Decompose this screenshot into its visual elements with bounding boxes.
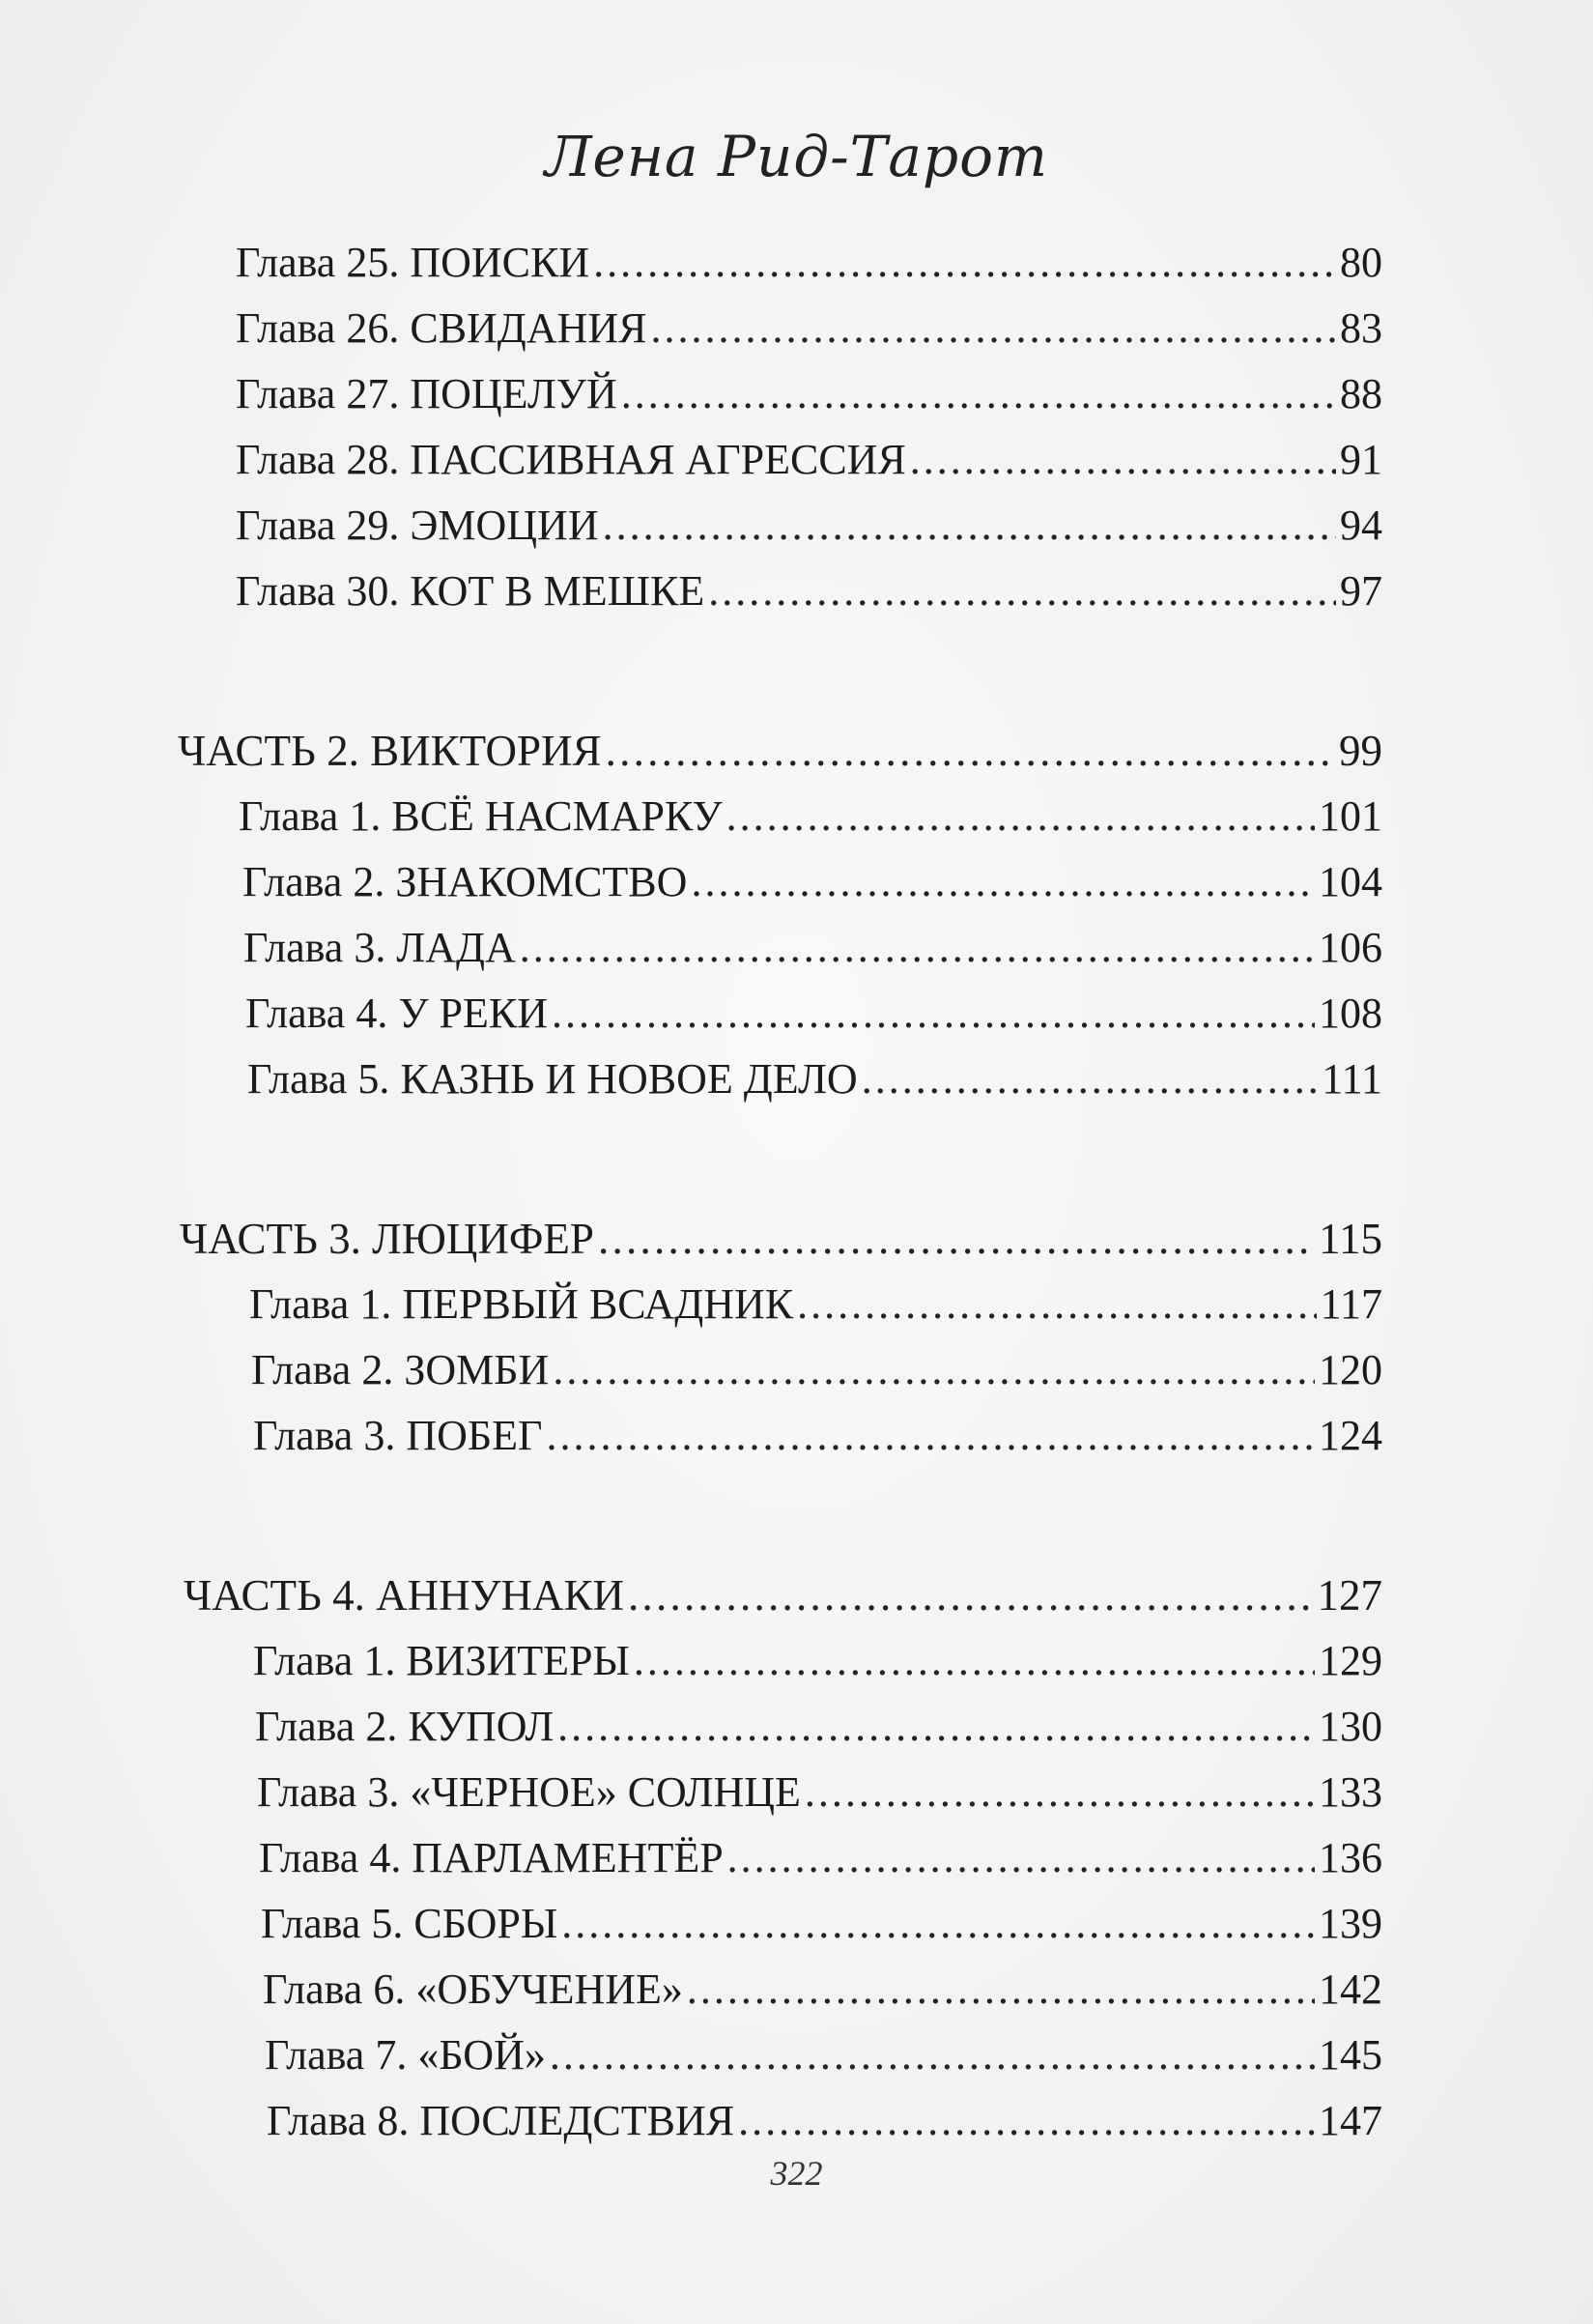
dot-leader [628, 1574, 1314, 1618]
toc-entry-page: 145 [1319, 2031, 1382, 2079]
toc-entry-title: Глава 2. ЗНАКОМСТВО [242, 858, 688, 905]
running-head: Лена Рид-Тарот [545, 124, 1048, 189]
toc-entry-title: Глава 27. ПОЦЕЛУЙ [236, 370, 617, 417]
toc-entry-page: 108 [1319, 990, 1382, 1037]
toc-chapter-entry [243, 924, 1382, 971]
toc-chapter-entry [236, 304, 1382, 352]
toc-entry-page: 111 [1322, 1055, 1382, 1103]
toc-chapter-entry [255, 1703, 1382, 1750]
toc-entry-title: Глава 3. ЛАДА [243, 924, 516, 971]
toc-entry-title: Глава 5. КАЗНЬ И НОВОЕ ДЕЛО [247, 1055, 858, 1103]
toc-entry-page: 106 [1319, 924, 1382, 971]
toc-chapter-entry [236, 567, 1382, 615]
toc-part-entry [184, 1571, 1382, 1620]
dot-leader [634, 1640, 1315, 1682]
toc-entry-page: 94 [1340, 502, 1382, 549]
page-number: 322 [770, 2154, 823, 2193]
dot-leader [598, 1218, 1315, 1261]
toc-entry-title: Глава 1. ПЕРВЫЙ ВСАДНИК [249, 1280, 794, 1328]
toc-entry-page: 147 [1319, 2097, 1382, 2144]
toc-chapter-entry [249, 1280, 1382, 1328]
toc-entry-page: 97 [1340, 567, 1382, 615]
toc-entry-title: Глава 30. КОТ В МЕШКЕ [236, 567, 705, 615]
dot-leader [621, 373, 1336, 416]
dot-leader [862, 1058, 1319, 1101]
dot-leader [910, 439, 1336, 481]
toc-entry-title: Глава 4. ПАРЛАМЕНТЁР [259, 1834, 724, 1881]
toc-chapter-entry [236, 370, 1382, 417]
toc-entry-page: 124 [1319, 1412, 1382, 1459]
toc-entry-page: 120 [1319, 1346, 1382, 1393]
toc-chapter-entry [239, 792, 1382, 840]
toc-entry-title: Глава 28. ПАССИВНАЯ АГРЕССИЯ [236, 436, 906, 483]
toc-chapter-entry [242, 858, 1382, 905]
toc-entry-page: 91 [1340, 436, 1382, 483]
toc-chapter-entry [236, 239, 1382, 286]
toc-chapter-entry [236, 436, 1382, 483]
toc-entry-page: 99 [1339, 727, 1382, 775]
toc-chapter-entry [265, 2031, 1382, 2079]
dot-leader [687, 1968, 1315, 2011]
toc-chapter-entry [253, 1637, 1382, 1684]
toc-entry-page: 130 [1319, 1703, 1382, 1750]
dot-leader [550, 2034, 1315, 2077]
toc-entry-page: 88 [1340, 370, 1382, 417]
dot-leader [651, 307, 1337, 350]
dot-leader [552, 992, 1315, 1035]
dot-leader [553, 1349, 1315, 1392]
toc-entry-page: 127 [1317, 1571, 1382, 1620]
dot-leader [606, 730, 1335, 773]
toc-entry-title: Глава 1. ВСЁ НАСМАРКУ [239, 792, 723, 840]
dot-leader [546, 1415, 1315, 1457]
toc-chapter-entry [253, 1412, 1382, 1459]
toc-entry-title: Глава 5. СБОРЫ [261, 1900, 558, 1947]
toc-entry-title: Глава 1. ВИЗИТЕРЫ [253, 1637, 630, 1684]
toc-entry-page: 129 [1319, 1637, 1382, 1684]
toc-entry-title: ЧАСТЬ 2. ВИКТОРИЯ [178, 727, 602, 775]
toc-chapter-entry [236, 504, 1382, 547]
toc-entry-page: 117 [1320, 1280, 1382, 1328]
dot-leader [557, 1706, 1315, 1748]
toc-entry-title: Глава 4. У РЕКИ [245, 990, 548, 1037]
toc-chapter-entry [245, 992, 1382, 1035]
dot-leader [603, 504, 1336, 547]
toc-entry-title: Глава 2. КУПОЛ [255, 1703, 555, 1750]
toc-entry-page: 83 [1340, 304, 1382, 352]
toc-entry-title: Глава 8. ПОСЛЕДСТВИЯ [267, 2097, 735, 2144]
toc-entry-title: ЧАСТЬ 3. ЛЮЦИФЕР [180, 1215, 594, 1263]
toc-chapter-entry [257, 1768, 1382, 1816]
toc-entry-title: Глава 3. ПОБЕГ [253, 1412, 543, 1459]
toc-entry-page: 133 [1319, 1768, 1382, 1816]
toc-entry-title: Глава 29. ЭМОЦИИ [236, 502, 599, 549]
toc-chapter-entry [259, 1834, 1382, 1881]
toc-part-entry [178, 727, 1382, 775]
dot-leader [727, 1837, 1315, 1879]
toc-entry-title: Глава 3. «ЧЕРНОЕ» СОЛНЦЕ [257, 1768, 801, 1816]
dot-leader [691, 861, 1315, 904]
toc-entry-title: Глава 6. «ОБУЧЕНИЕ» [263, 1965, 683, 2013]
toc-entry-page: 115 [1319, 1215, 1382, 1263]
toc-entry-page: 142 [1319, 1965, 1382, 2013]
dot-leader [593, 242, 1336, 284]
dot-leader [708, 570, 1336, 613]
toc-entry-page: 136 [1319, 1834, 1382, 1881]
toc-entry-title: Глава 25. ПОИСКИ [236, 239, 590, 286]
dot-leader [520, 927, 1315, 969]
toc-entry-title: ЧАСТЬ 4. АННУНАКИ [184, 1571, 624, 1620]
toc-part-entry [180, 1215, 1382, 1263]
toc-entry-page: 80 [1340, 239, 1382, 286]
toc-chapter-entry [263, 1965, 1382, 2013]
toc-chapter-entry [251, 1346, 1382, 1393]
toc-entry-page: 104 [1319, 858, 1382, 905]
toc-entry-page: 101 [1319, 792, 1382, 840]
toc-entry-title: Глава 2. ЗОМБИ [251, 1346, 550, 1393]
toc-chapter-entry [267, 2097, 1382, 2144]
dot-leader [726, 795, 1315, 838]
toc-chapter-entry [261, 1900, 1382, 1947]
toc-entry-title: Глава 7. «БОЙ» [265, 2031, 546, 2079]
toc-chapter-entry [247, 1055, 1382, 1103]
dot-leader [738, 2100, 1315, 2142]
dot-leader [797, 1283, 1316, 1326]
toc-entry-title: Глава 26. СВИДАНИЯ [236, 304, 647, 352]
toc-entry-page: 139 [1319, 1900, 1382, 1947]
dot-leader [805, 1771, 1315, 1814]
dot-leader [561, 1903, 1315, 1945]
